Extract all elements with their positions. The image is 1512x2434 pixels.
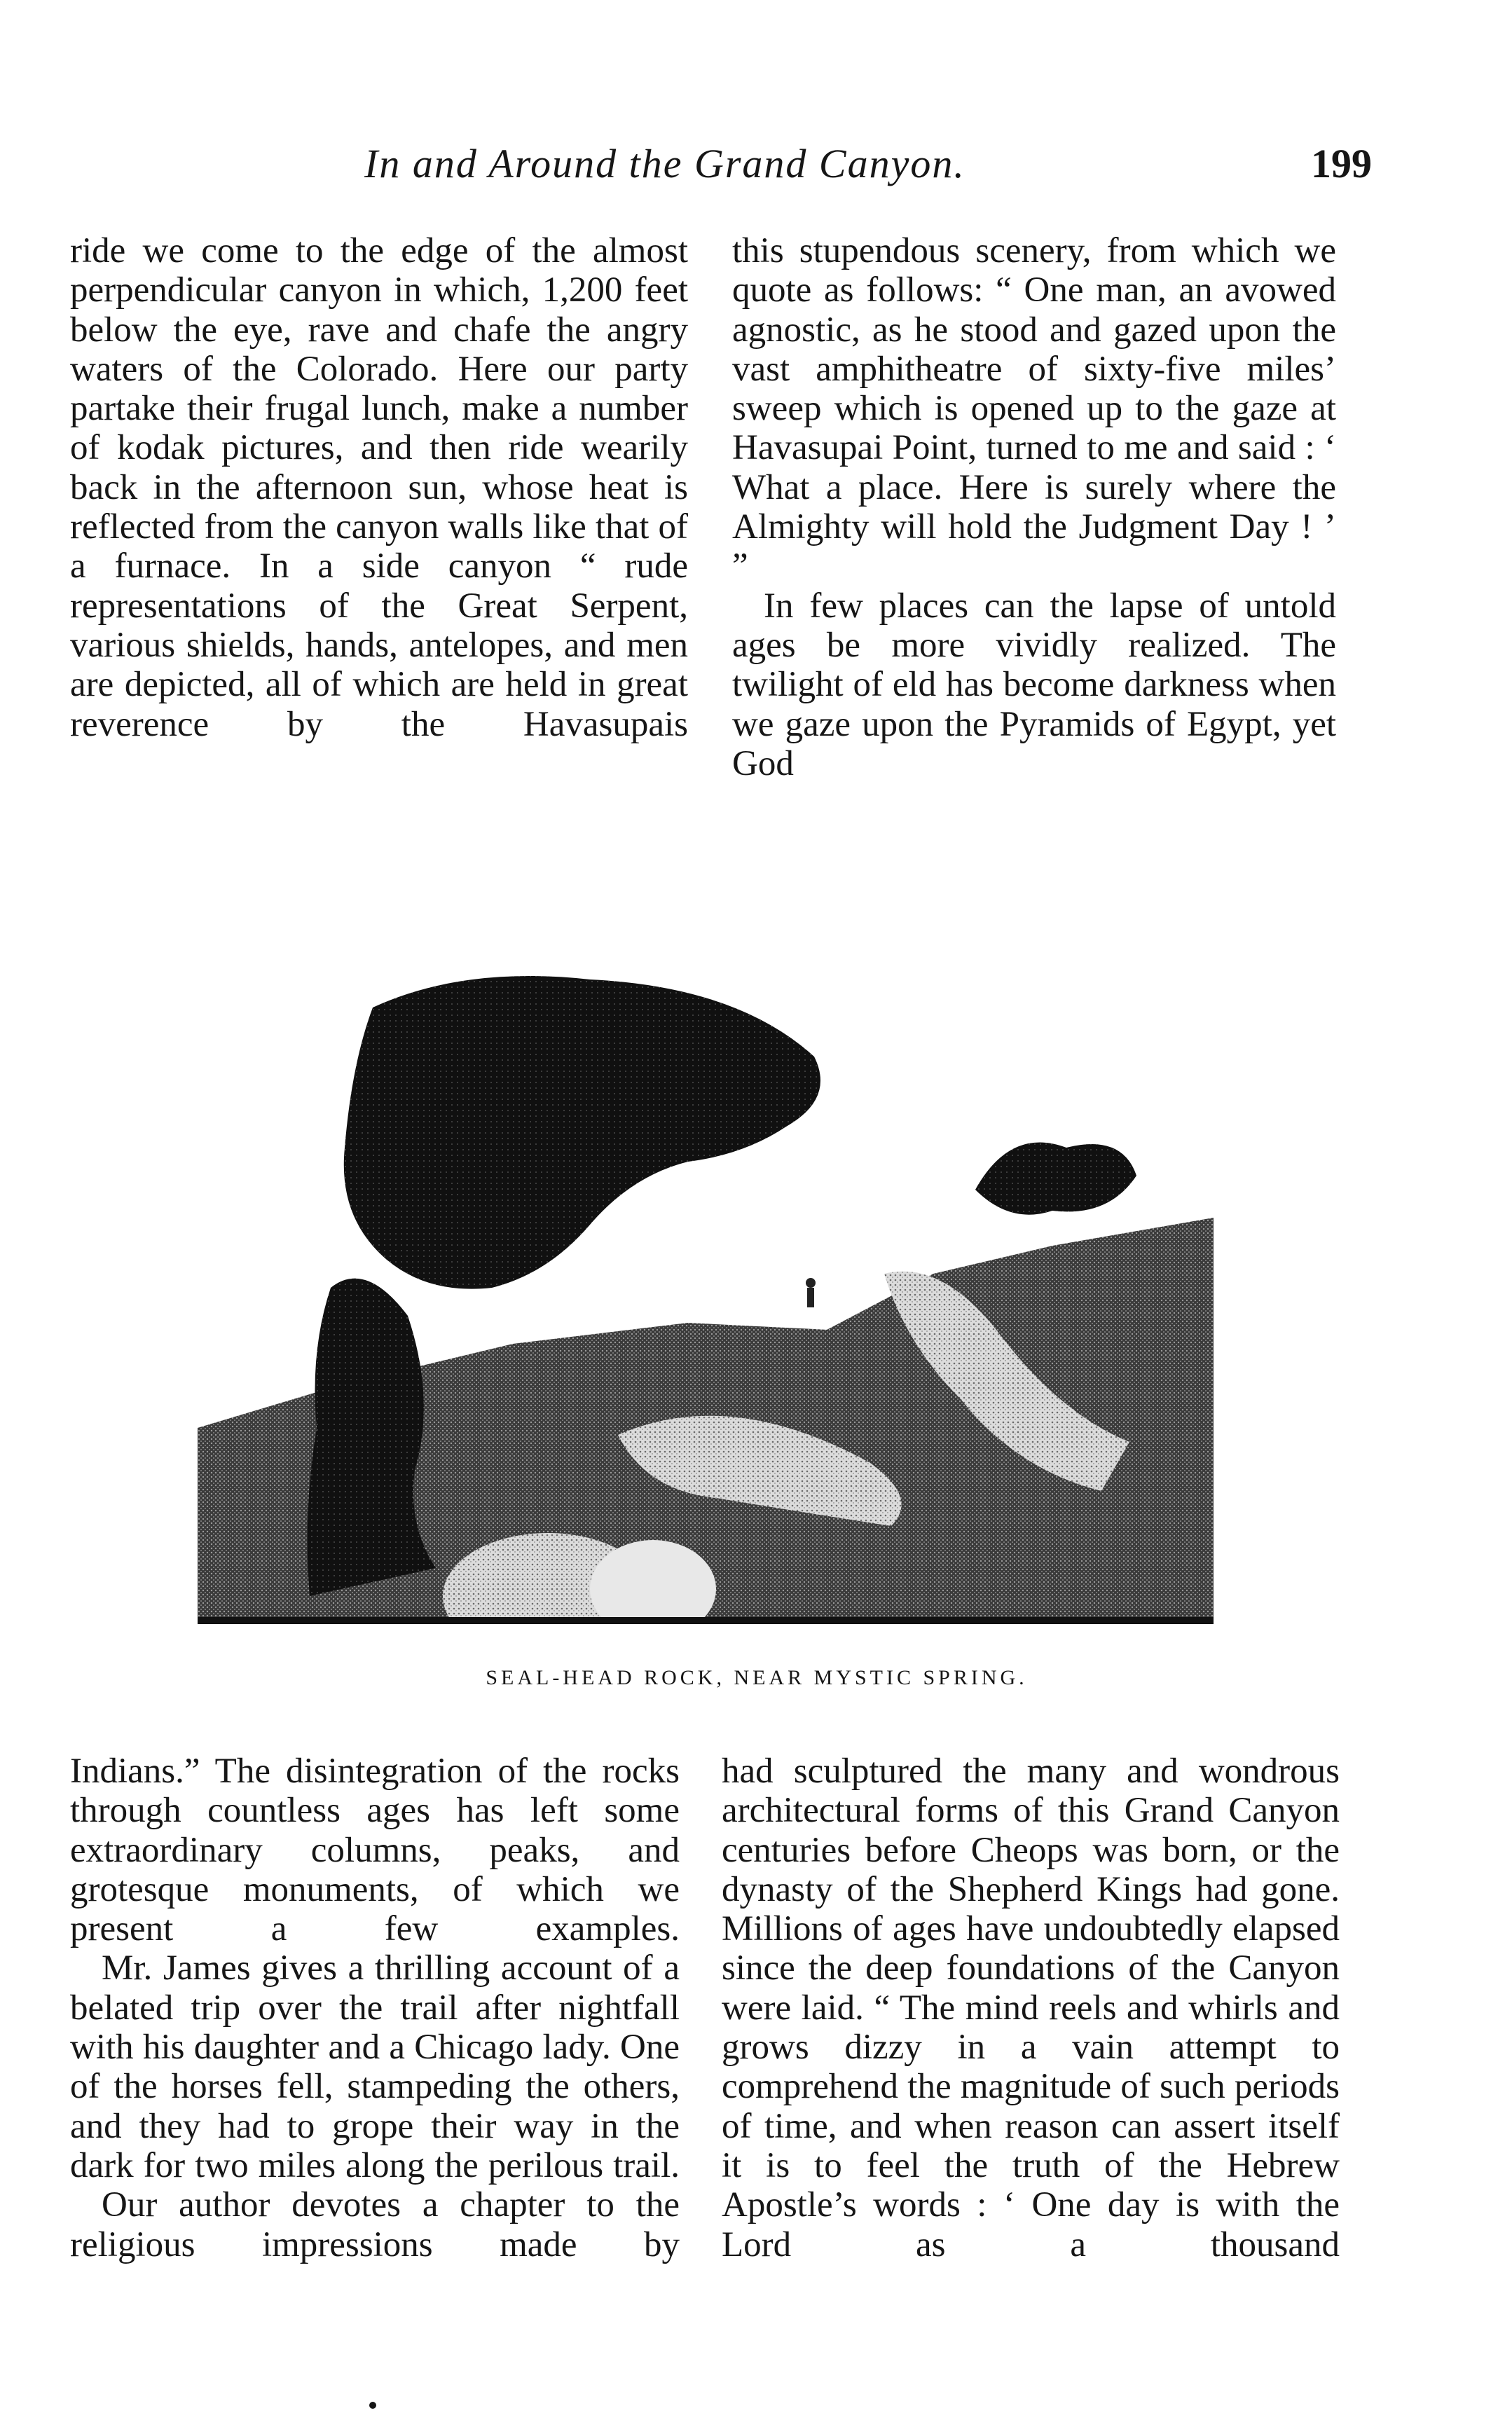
- column-top-left: [70, 231, 688, 744]
- paragraph: Indians.” The disintegration of the rocks through countless ages has left some extraordinary columns, peaks, and grotesque monuments, of which we present a few examples.: [70, 1752, 680, 1949]
- page-number: 199: [1311, 141, 1372, 186]
- photograph-seal-head-rock: [198, 895, 1214, 1624]
- paragraph: Our author devotes a chapter to the religious impressions made by: [70, 2185, 680, 2264]
- figure-caption: SEAL-HEAD ROCK, NEAR MYSTIC SPRING.: [486, 1666, 1028, 1689]
- column-bottom-right: [722, 1752, 1340, 2264]
- running-head: In and Around the Grand Canyon.: [364, 141, 965, 186]
- column-top-right: [732, 231, 1336, 783]
- paragraph: this stupendous scenery, from which we quote as follows: “ One man, an avowed agnostic, as he stood and gazed upon the vast amphitheatre of sixty-five miles’ sweep which is opened up to the gaze at Havasupai Point, turned to me and said : ‘ What a place. Here is surely where the Almighty will hold the Judgment Day ! ’ ”: [732, 231, 1336, 586]
- column-bottom-left: [70, 1752, 680, 2264]
- printer-mark-dot: [369, 2402, 376, 2409]
- halftone-photo-image: [198, 895, 1214, 1624]
- paragraph: ride we come to the edge of the almost perpendicular canyon in which, 1,200 feet below the eye, rave and chafe the angry waters of the Colorado. Here our party partake their frugal lunch, make a number of kodak pictures, and then ride wearily back in the afternoon sun, whose heat is reflected from the canyon walls like that of a furnace. In a side canyon “ rude representations of the Great Serpent, various shields, hands, antelopes, and men are depicted, all of which are held in great reverence by the Havasupais: [70, 231, 688, 744]
- paragraph: Mr. James gives a thrilling account of a belated trip over the trail after nightfall with his daughter and a Chicago lady. One of the horses fell, stampeding the others, and they had to grope their way in the dark for two miles along the perilous trail.: [70, 1948, 680, 2185]
- paragraph: had sculptured the many and wondrous architectural forms of this Grand Canyon centuries before Cheops was born, or the dynasty of the Shepherd Kings had gone. Millions of ages have undoubtedly elapsed since the deep foundations of the Canyon were laid. “ The mind reels and whirls and grows dizzy in a vain attempt to comprehend the magnitude of such periods of time, and when reason can assert itself it is to feel the truth of the Hebrew Apostle’s words : ‘ One day is with the Lord as a thousand: [722, 1752, 1340, 2264]
- paragraph: In few places can the lapse of untold ages be more vividly realized. The twilight of eld has become darkness when we gaze upon the Pyramids of Egypt, yet God: [732, 586, 1336, 783]
